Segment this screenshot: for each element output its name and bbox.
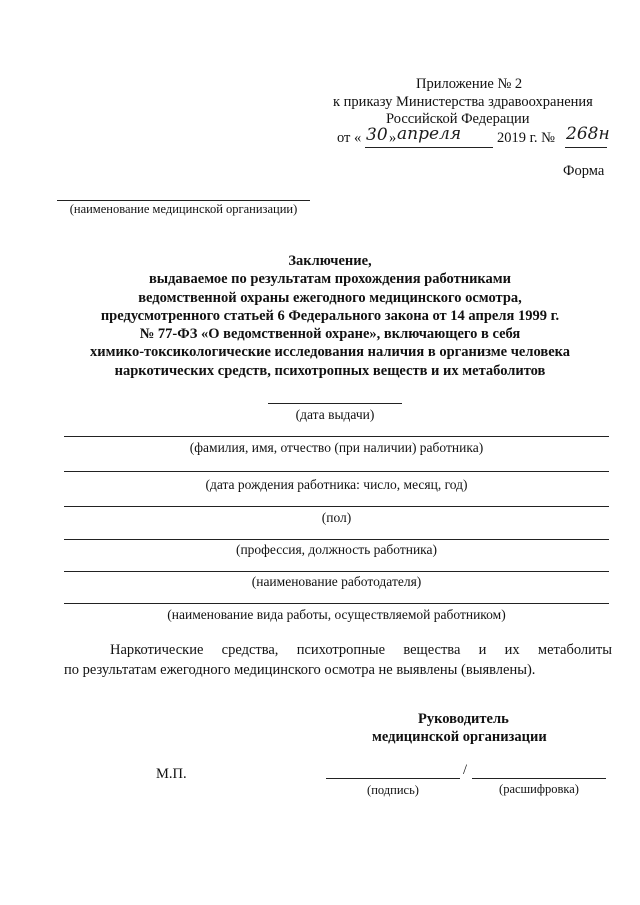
birth-date-line [64,471,609,472]
order-date-year: 2019 г. № [497,130,556,146]
order-date-line [365,147,493,148]
full-name-caption: (фамилия, имя, отчество (при наличии) работника) [189,440,484,455]
title-line: предусмотренного статьей 6 Федерального закона от 14 апреля 1999 г. [100,307,560,324]
title-line: выдаваемое по результатам прохождения работниками [148,271,512,288]
order-number: 268н [566,124,610,144]
order-date-separator: » [389,130,397,146]
conclusion-line: Наркотические средства, психотропные вещества и их метаболиты [110,642,612,658]
stamp-placeholder: М.П. [156,766,187,782]
order-reference-line1: к приказу Министерства здравоохранения [333,94,593,110]
profession-line [64,539,609,540]
transcript-line [472,778,606,779]
issue-date-caption: (дата выдачи) [295,407,375,422]
form-label: Форма [563,163,605,179]
sex-caption: (пол) [321,510,352,525]
signature-line [326,778,460,779]
work-type-line [64,603,609,604]
order-reference-line2: Российской Федерации [386,111,530,127]
organization-name-caption: (наименование медицинской организации) [69,202,298,216]
appendix-number: Приложение № 2 [416,76,523,92]
title-line: химико-токсикологические исследования наличия в организме человека [89,344,571,361]
order-number-line [565,147,607,148]
head-title-line1: Руководитель [418,711,509,727]
head-title-line2: медицинской организации [372,729,547,745]
employer-caption: (наименование работодателя) [251,574,422,589]
order-date-prefix: от « [337,130,362,146]
organization-name-line [57,200,310,201]
conclusion-line: по результатам ежегодного медицинского осмотра не выявлены (выявлены). [64,662,536,678]
order-date-month: апреля [397,124,462,144]
conclusion-paragraph [64,640,612,680]
profession-caption: (профессия, должность работника) [235,542,438,557]
document-title [60,252,600,380]
sex-line [64,506,609,507]
issue-date-line [268,403,402,404]
transcript-caption: (расшифровка) [499,782,579,796]
birth-date-caption: (дата рождения работника: число, месяц, год) [205,477,468,492]
title-line: № 77-ФЗ «О ведомственной охране», включающего в себя [139,326,521,343]
work-type-caption: (наименование вида работы, осуществляемой работником) [167,607,506,622]
order-date-day: 30 [366,125,388,145]
title-line: наркотических средств, психотропных веществ и их метаболитов [114,362,546,379]
title-line: ведомственной охраны ежегодного медицинского осмотра, [138,289,522,306]
full-name-line [64,436,609,437]
employer-line [64,571,609,572]
title-line: Заключение, [288,253,372,269]
signature-slash: / [463,762,468,778]
signature-caption: (подпись) [367,783,419,797]
